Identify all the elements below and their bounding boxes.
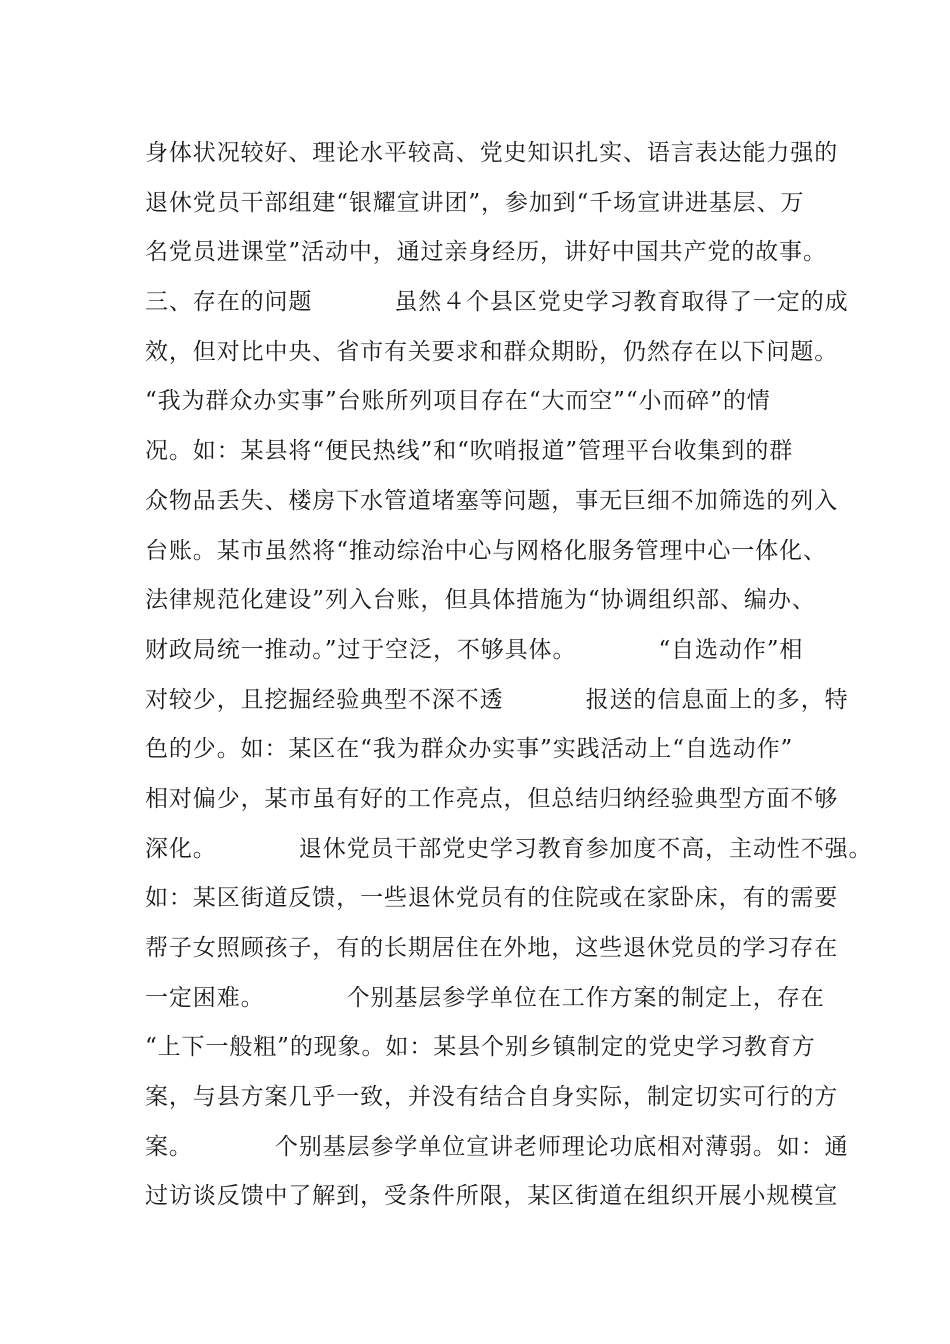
text-line: 相对偏少，某市虽有好的工作亮点，但总结归纳经验典型方面不够 — [145, 785, 839, 812]
text-line: 三、存在的问题 虽然４个县区党史学习教育取得了一定的成 — [145, 289, 849, 316]
text-line: 身体状况较好、理论水平较高、党史知识扎实、语言表达能力强的 — [145, 140, 839, 166]
text-line: 台账。某市虽然将“推动综治中心与网格化服务管理中心一体化、 — [145, 537, 827, 564]
text-line: 况。如：某县将“便民热线”和“吹哨报道”管理平台收集到的群 — [145, 438, 794, 465]
text-line: 名党员进课堂”活动中，通过亲身经历，讲好中国共产党的故事。 — [145, 239, 827, 266]
text-line: 色的少。如：某区在“我为群众办实事”实践活动上“自选动作” — [145, 736, 794, 763]
text-line: 法律规范化建设”列入台账，但具体措施为“协调组织部、编办、 — [145, 587, 816, 614]
body-text — [145, 133, 873, 1226]
text-line: “我为群众办实事”台账所列项目存在“大而空”“小而碎”的情 — [145, 388, 771, 415]
text-line: 帮子女照顾孩子，有的长期居住在外地，这些退休党员的学习存在 — [145, 935, 839, 961]
text-line: 财政局统一推动。”过于空泛，不够具体。 “自选动作”相 — [145, 636, 804, 663]
text-line: 对较少，且挖掘经验典型不深不透 报送的信息面上的多，特 — [145, 686, 849, 713]
text-line: 效，但对比中央、省市有关要求和群众期盼，仍然存在以下问题。 — [145, 338, 839, 365]
text-line: 案。 个别基层参学单位宣讲老师理论功底相对薄弱。如：通 — [145, 1133, 849, 1160]
text-line: 退休党员干部组建“银耀宣讲团”，参加到“千场宣讲进基层、万 — [145, 189, 805, 216]
text-line: 过访谈反馈中了解到，受条件所限，某区街道在组织开展小规模宣 — [145, 1183, 839, 1210]
text-line: 一定困难。 个别基层参学单位在工作方案的制定上，存在 — [145, 984, 825, 1011]
text-line: 案，与县方案几乎一致，并没有结合自身实际，制定切实可行的方 — [145, 1084, 839, 1111]
text-line: 众物品丢失、楼房下水管道堵塞等问题，事无巨细不加筛选的列入 — [145, 487, 839, 514]
text-line: “上下一般粗”的现象。如：某县个别乡镇制定的党史学习教育方 — [145, 1034, 816, 1061]
text-line: 如：某区街道反馈，一些退休党员有的住院或在家卧床，有的需要 — [145, 885, 839, 912]
text-line: 深化。 退休党员干部党史学习教育参加度不高，主动性不强。 — [145, 835, 873, 862]
